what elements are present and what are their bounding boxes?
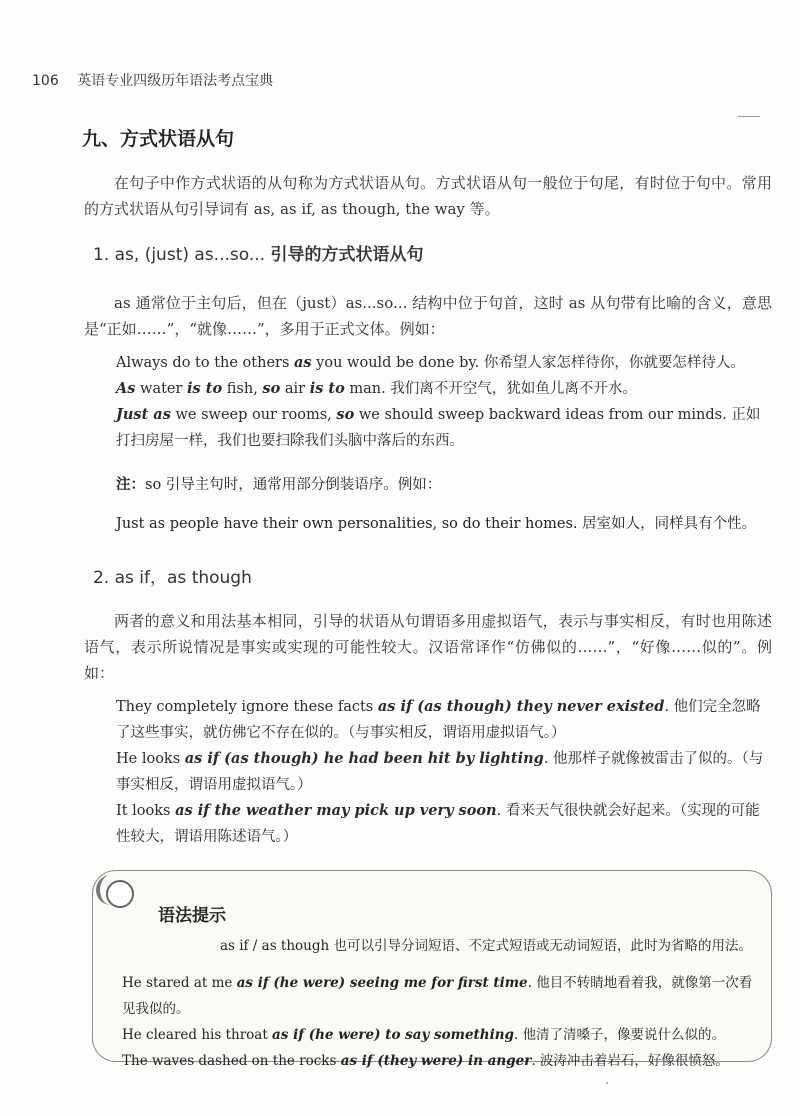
grammar-tip-examples [122, 970, 762, 1074]
subsection-2-para: 两者的意义和用法基本相同，引导的状语从句谓语多用虚拟语气，表示与事实相反，有时也用陈述语气，表示所说情况是事实或实现的可能性较大。汉语常译作“仿佛似的……”，“好像……似的”。例如： [84, 612, 772, 682]
subsection-2-examples [116, 694, 772, 850]
example-sentence: It looks as if the weather may pick up very soon. 看来天气很快就会好起来。（实现的可能性较大，谓语用陈述语气。） [116, 802, 760, 845]
grammar-tip-body: as if / as though 也可以引导分词短语、不定式短语或无动词短语，此时为省略的用法。 [219, 938, 752, 954]
subsection-1-heading [93, 240, 423, 265]
example-sentence: Just as we sweep our rooms, so we should sweep backward ideas from our minds. 正如打扫房屋一样，我们也要扫除我们头脑中落后的东西。 [116, 406, 761, 449]
grammar-tip-title: 语法提示 [158, 906, 226, 926]
book-title: 英语专业四级历年语法考点宝典 [77, 73, 274, 89]
page-header [32, 70, 273, 90]
example-sentence: They completely ignore these facts as if (as though) they never existed. 他们完全忽略了这些事实，就仿佛它不存在似的。（与事实相反，谓语用虚拟语气。） [116, 698, 761, 741]
example-sentence: He looks as if (as though) he had been hit by lighting. 他那样子就像被雷击了似的。（与事实相反，谓语用虚拟语气。） [116, 750, 764, 793]
section-intro: 在句子中作方式状语的从句称为方式状语从句。方式状语从句一般位于句尾，有时位于句中。常用的方式状语从句引导词有 as, as if, as though, the way 等。 [84, 174, 772, 218]
note [116, 472, 441, 498]
page-number: 106 [32, 73, 59, 89]
subsection-1-heading-en: 1. as, (just) as...so... [93, 245, 271, 265]
section-title: 九、方式状语从句 [82, 128, 235, 150]
note-text: so 引导主句时，通常用部分倒装语序。例如： [145, 477, 442, 493]
subsection-1-heading-zh: 引导的方式状语从句 [270, 245, 424, 265]
subsection-1-para: as 通常位于主句后，但在（just）as...so... 结构中位于句首，这时 as 从句带有比喻的含义，意思是“正如……”，“就像……”，多用于正式文体。例如： [84, 294, 772, 338]
subsection-1-examples [116, 350, 772, 454]
example-sentence: The waves dashed on the rocks as if (they were) in anger. 波涛冲击着岩石，好像很愤怒。 [122, 1053, 729, 1069]
tip-bulb-icon [106, 880, 134, 908]
example-sentence: He cleared his throat as if (he were) to say something. 他清了清嗓子，像要说什么似的。 [122, 1027, 726, 1043]
subsection-2-heading: 2. as if，as though [93, 568, 252, 588]
example-sentence: Always do to the others as you would be done by. 你希望人家怎样待你，你就要怎样待人。 [116, 354, 745, 371]
example-sentence: He stared at me as if (he were) seeing me for first time. 他目不转睛地看着我，就像第一次看见我似的。 [122, 975, 753, 1017]
scan-speck [606, 1082, 608, 1084]
example-sentence: As water is to fish, so air is to man. 我们离不开空气，犹如鱼儿离不开水。 [116, 380, 637, 397]
scan-mark [738, 116, 760, 117]
note-label: 注： [116, 477, 145, 493]
note-example: Just as people have their own personalities, so do their homes. 居室如人，同样具有个性。 [116, 516, 757, 532]
